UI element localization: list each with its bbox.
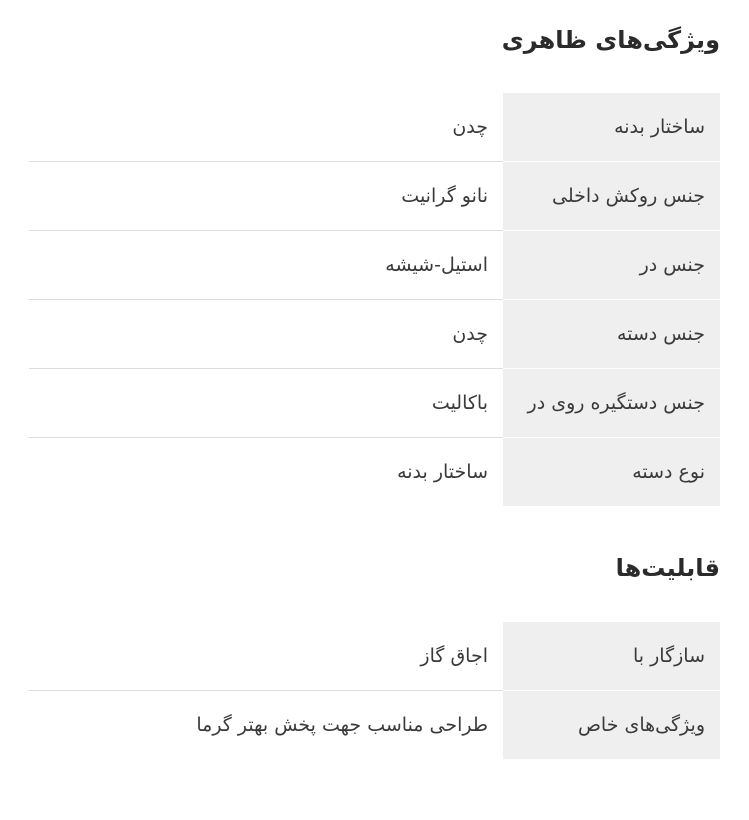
spec-row-body-structure: [29, 93, 720, 162]
spec-value: طراحی مناسب جهت پخش بهتر گرما: [196, 714, 488, 736]
spec-key: جنس دسته: [503, 300, 720, 369]
spec-row-inner-coating: [29, 162, 720, 231]
section-title-appearance: ویژگی‌های ظاهری: [501, 26, 720, 54]
spec-value: باکالیت: [29, 369, 503, 438]
section-title-features: قابلیت‌ها: [615, 554, 720, 582]
spec-key: ویژگی‌های خاص: [503, 691, 720, 760]
spec-value: اجاق گاز: [29, 622, 503, 691]
spec-row-compatible-with: [29, 622, 720, 691]
spec-key: جنس روکش داخلی: [503, 162, 720, 231]
spec-row-special-features: [29, 691, 720, 760]
specs-table-features: [29, 622, 720, 759]
spec-value: نانو گرانیت: [29, 162, 503, 231]
product-specifications: [29, 0, 720, 759]
spec-row-handle-material: [29, 300, 720, 369]
spec-key: جنس دستگیره روی در: [503, 369, 720, 438]
spec-key: سازگار با: [503, 622, 720, 691]
spec-value: چدن: [29, 93, 503, 162]
spec-row-lid-knob-material: [29, 369, 720, 438]
spec-value: استیل-شیشه: [29, 231, 503, 300]
spec-value: ساختار بدنه: [397, 461, 488, 483]
spec-value: چدن: [29, 300, 503, 369]
spec-key: جنس در: [503, 231, 720, 300]
spec-key: نوع دسته: [503, 438, 720, 507]
specs-table-appearance: [29, 93, 720, 506]
spec-row-handle-type: [29, 438, 720, 507]
spec-row-lid-material: [29, 231, 720, 300]
spec-key: ساختار بدنه: [503, 93, 720, 162]
